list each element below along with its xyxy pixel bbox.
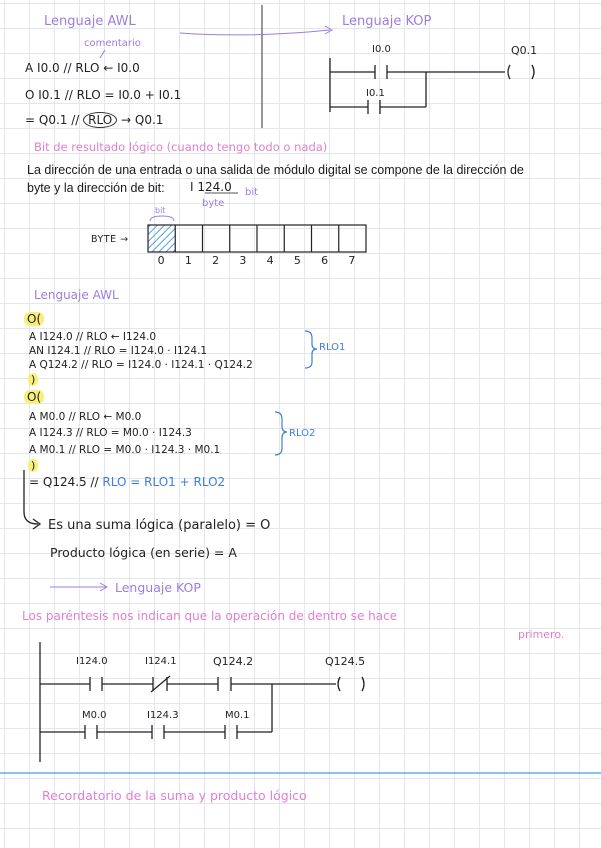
awl-top-line-1: A I0.0 // RLO ← I0.0 [25,61,140,75]
address-byte-label: byte [202,198,225,209]
awl-line-1-2: AN I124.1 // RLO = I124.0 · I124.1 [29,345,208,357]
rlo-note: Bit de resultado lógico (cuando tengo todo o nada) [34,140,328,154]
header-arrow [180,30,330,35]
address-text-line-1: La dirección de una entrada o una salida de módulo digital se compone de la dirección de [27,163,524,177]
address-bit-label: bit [245,187,259,198]
bit-index-3: 3 [239,254,247,267]
footer-reminder: Recordatorio de la suma y producto lógico [42,788,307,803]
kop-title: Lenguaje KOP [342,14,432,29]
bit-index-4: 4 [266,254,274,267]
awl-open-1: O( [24,312,44,326]
awl-close-2: ) [28,459,38,472]
kop-contact-label-2: I124.1 [145,656,177,667]
awl-line-2-1: A M0.0 // RLO ← M0.0 [29,411,142,423]
kop-top-coil-label: Q0.1 [511,44,538,57]
rlo-circled: RLO [83,112,117,128]
logic-sum-note: Es una suma lógica (paralelo) = O [48,518,271,533]
kop-contact-label-6: M0.1 [225,710,250,721]
bit-0-hatched [148,225,175,252]
awl-line-1-1: A I124.0 // RLO ← I124.0 [29,331,157,343]
awl-line-1-3: A Q124.2 // RLO = I124.0 · I124.1 · Q124.2 [29,359,253,371]
bit-index-0: 0 [157,254,165,267]
comment-arrow [100,50,105,58]
rlo-2-brace [275,412,287,455]
bit-index-1: 1 [184,254,192,267]
bit-index-2: 2 [212,254,220,267]
parens-note-line-1: Los paréntesis nos indican que la operación de dentro se hace [22,609,398,623]
awl-close-1: ) [28,373,38,386]
parens-note-line-2: primero. [518,628,565,641]
awl-section-title: Lenguaje AWL [34,288,119,302]
kop-top-contact-2-label: I0.1 [366,88,385,99]
awl-top-line-2: O I0.1 // RLO = I0.0 + I0.1 [25,88,182,102]
awl-open-2: O( [24,390,44,404]
rlo-2-label: RLO2 [289,428,316,439]
awl-result-op: = Q124.5 // [29,475,99,489]
awl-top-line-3-op: = Q0.1 // [25,113,80,127]
bit-brace [150,216,174,221]
awl-title: Lenguaje AWL [44,14,136,29]
kop-contact-label-1: I124.0 [76,656,108,667]
byte-bit-tag: bit [155,206,166,215]
kop-contact-label-5: I124.3 [147,710,179,721]
address-example: I 124.0 [190,180,232,194]
kop-section-title: Lenguaje KOP [115,580,201,595]
kop-top-ladder [330,58,534,114]
awl-line-2-3: A M0.1 // RLO = M0.0 · I124.3 · M0.1 [29,444,221,456]
bit-index-5: 5 [293,254,301,267]
kop-contact-label-3: Q124.2 [213,655,254,668]
kop-coil-label: Q124.5 [325,655,366,668]
byte-label: BYTE → [91,234,129,245]
rlo-1-label: RLO1 [319,342,346,353]
awl-line-2-2: A I124.3 // RLO = M0.0 · I124.3 [29,427,192,439]
byte-diagram [148,216,366,252]
kop-bottom-ladder [40,642,364,762]
kop-top-contact-1-label: I0.0 [372,44,391,55]
comment-note: comentario [84,38,141,49]
bit-index-6: 6 [321,254,329,267]
rlo-1-brace [305,331,317,368]
kop-contact-label-4: M0.0 [82,710,107,721]
sum-hook-arrow [24,470,38,524]
logic-product-note: Producto lógica (en serie) = A [50,545,237,560]
awl-top-line-3-rest: → Q0.1 [121,113,164,127]
address-text-line-2: byte y la dirección de bit: [27,181,165,195]
bit-index-7: 7 [348,254,356,267]
awl-result-rest: RLO = RLO1 + RLO2 [102,475,226,489]
